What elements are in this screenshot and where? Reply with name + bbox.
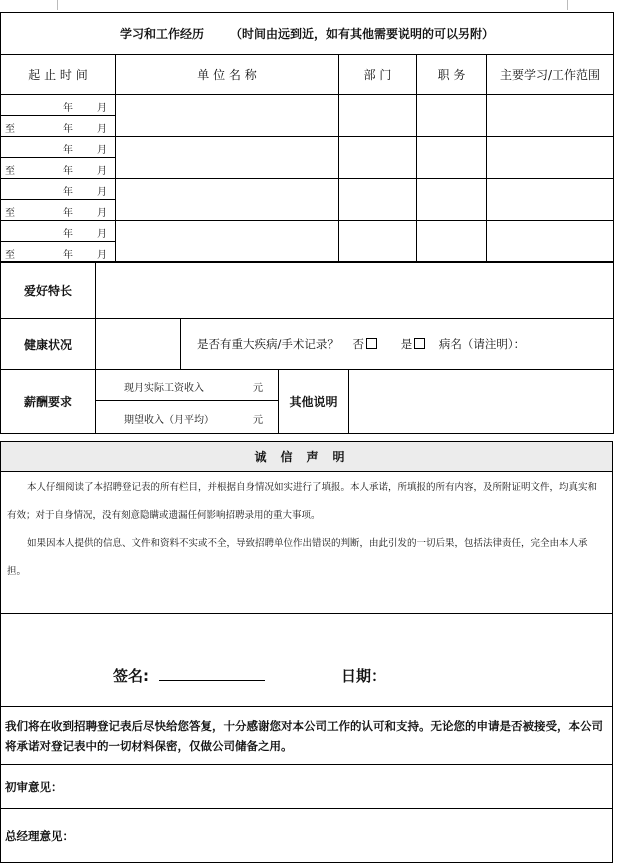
column-header-department: 部 门 (339, 55, 417, 95)
expected-salary-label: 期望收入（月平均） (124, 415, 214, 426)
history-entry-from (1, 95, 614, 116)
signature-label: 签名: (113, 667, 149, 685)
signature-area (1, 614, 613, 707)
option-yes-checkbox[interactable] (414, 338, 425, 349)
first-review-field[interactable] (1, 765, 613, 809)
section-title-text: 学习和工作经历 (120, 27, 205, 41)
expected-salary-cell[interactable] (96, 401, 279, 434)
to-date-cell[interactable]: 至 年 月 (1, 158, 116, 179)
other-notes-input[interactable] (349, 370, 614, 434)
page-top-mark (567, 0, 568, 10)
gm-review-label: 总经理意见： (5, 828, 74, 843)
medical-question: 是否有重大疾病/手术记录？ (197, 337, 339, 351)
department-cell[interactable] (339, 95, 417, 137)
health-label: 健康状况 (1, 319, 96, 370)
section-note: （时间由远到近，如有其他需要说明的可以另附） (230, 27, 495, 41)
organization-cell[interactable] (116, 179, 339, 221)
position-cell[interactable] (417, 137, 487, 179)
salary-label: 薪酬要求 (1, 370, 96, 434)
history-entry-from (1, 137, 614, 158)
column-header-organization: 单 位 名 称 (116, 55, 339, 95)
scope-cell[interactable] (487, 137, 614, 179)
declaration-body (1, 472, 613, 614)
first-review-label: 初审意见： (5, 779, 63, 794)
page-top-mark (57, 0, 58, 10)
column-header-period: 起 止 时 间 (1, 55, 116, 95)
to-date-cell[interactable]: 至 年 月 (1, 200, 116, 221)
current-salary-cell[interactable] (96, 370, 279, 401)
organization-cell[interactable] (116, 95, 339, 137)
from-date-cell[interactable]: 年 月 (1, 137, 116, 158)
history-entry-from (1, 221, 614, 242)
department-cell[interactable] (339, 179, 417, 221)
personal-info-table (0, 261, 614, 434)
hobby-row (1, 262, 614, 319)
salary-row-current (1, 370, 614, 401)
option-yes-label: 是 (400, 337, 413, 351)
declaration-paragraph: 本人仔细阅读了本招聘登记表的所有栏目，并根据自身情况如实进行了填报。本人承诺，所填报的所有内容，及所附证明文件，均真实和有效；对于自身情况，没有刻意隐瞒或遗漏任何影响招聘录用的重大事项。 (7, 482, 598, 521)
signature-line[interactable] (159, 680, 265, 681)
hobby-label: 爱好特长 (1, 262, 96, 319)
department-cell[interactable] (339, 221, 417, 263)
hobby-input[interactable] (96, 262, 614, 319)
disease-name-label: 病名（请注明）： (438, 337, 526, 351)
section-title (1, 13, 614, 55)
gm-review-field[interactable] (1, 809, 613, 863)
current-salary-unit: 元 (253, 383, 263, 394)
history-entry-from (1, 179, 614, 200)
expected-salary-unit: 元 (253, 415, 263, 426)
declaration-title: 诚信声明 (1, 442, 613, 472)
to-date-cell[interactable]: 至 年 月 (1, 116, 116, 137)
position-cell[interactable] (417, 221, 487, 263)
department-cell[interactable] (339, 137, 417, 179)
date-label: 日期： (341, 667, 387, 685)
position-cell[interactable] (417, 95, 487, 137)
medical-history-cell (181, 319, 614, 370)
scope-cell[interactable] (487, 221, 614, 263)
from-date-cell[interactable]: 年 月 (1, 221, 116, 242)
column-header-position: 职 务 (417, 55, 487, 95)
option-no-label: 否 (352, 337, 365, 351)
from-date-cell[interactable]: 年 月 (1, 179, 116, 200)
notice-text: 我们将在收到招聘登记表后尽快给您答复，十分感谢您对本公司工作的认可和支持。无论您的申请是否被接受，本公司将承诺对登记表中的一切材料保密，仅做公司储备之用。 (1, 707, 613, 765)
history-table (0, 12, 614, 263)
organization-cell[interactable] (116, 221, 339, 263)
column-header-scope: 主要学习/工作范围 (487, 55, 614, 95)
health-row (1, 319, 614, 370)
declaration-paragraph: 如果因本人提供的信息、文件和资料不实或不全，导致招聘单位作出错误的判断，由此引发的一切后果，包括法律责任，完全由本人承担。 (7, 538, 588, 577)
option-no-checkbox[interactable] (366, 338, 377, 349)
current-salary-label: 现月实际工资收入 (124, 383, 204, 394)
from-date-cell[interactable]: 年 月 (1, 95, 116, 116)
organization-cell[interactable] (116, 137, 339, 179)
position-cell[interactable] (417, 179, 487, 221)
scope-cell[interactable] (487, 95, 614, 137)
health-input[interactable] (96, 319, 181, 370)
scope-cell[interactable] (487, 179, 614, 221)
to-date-cell[interactable]: 至 年 月 (1, 242, 116, 263)
declaration-table (0, 441, 613, 863)
other-notes-label: 其他说明 (279, 370, 349, 434)
table-header-row (1, 55, 614, 95)
